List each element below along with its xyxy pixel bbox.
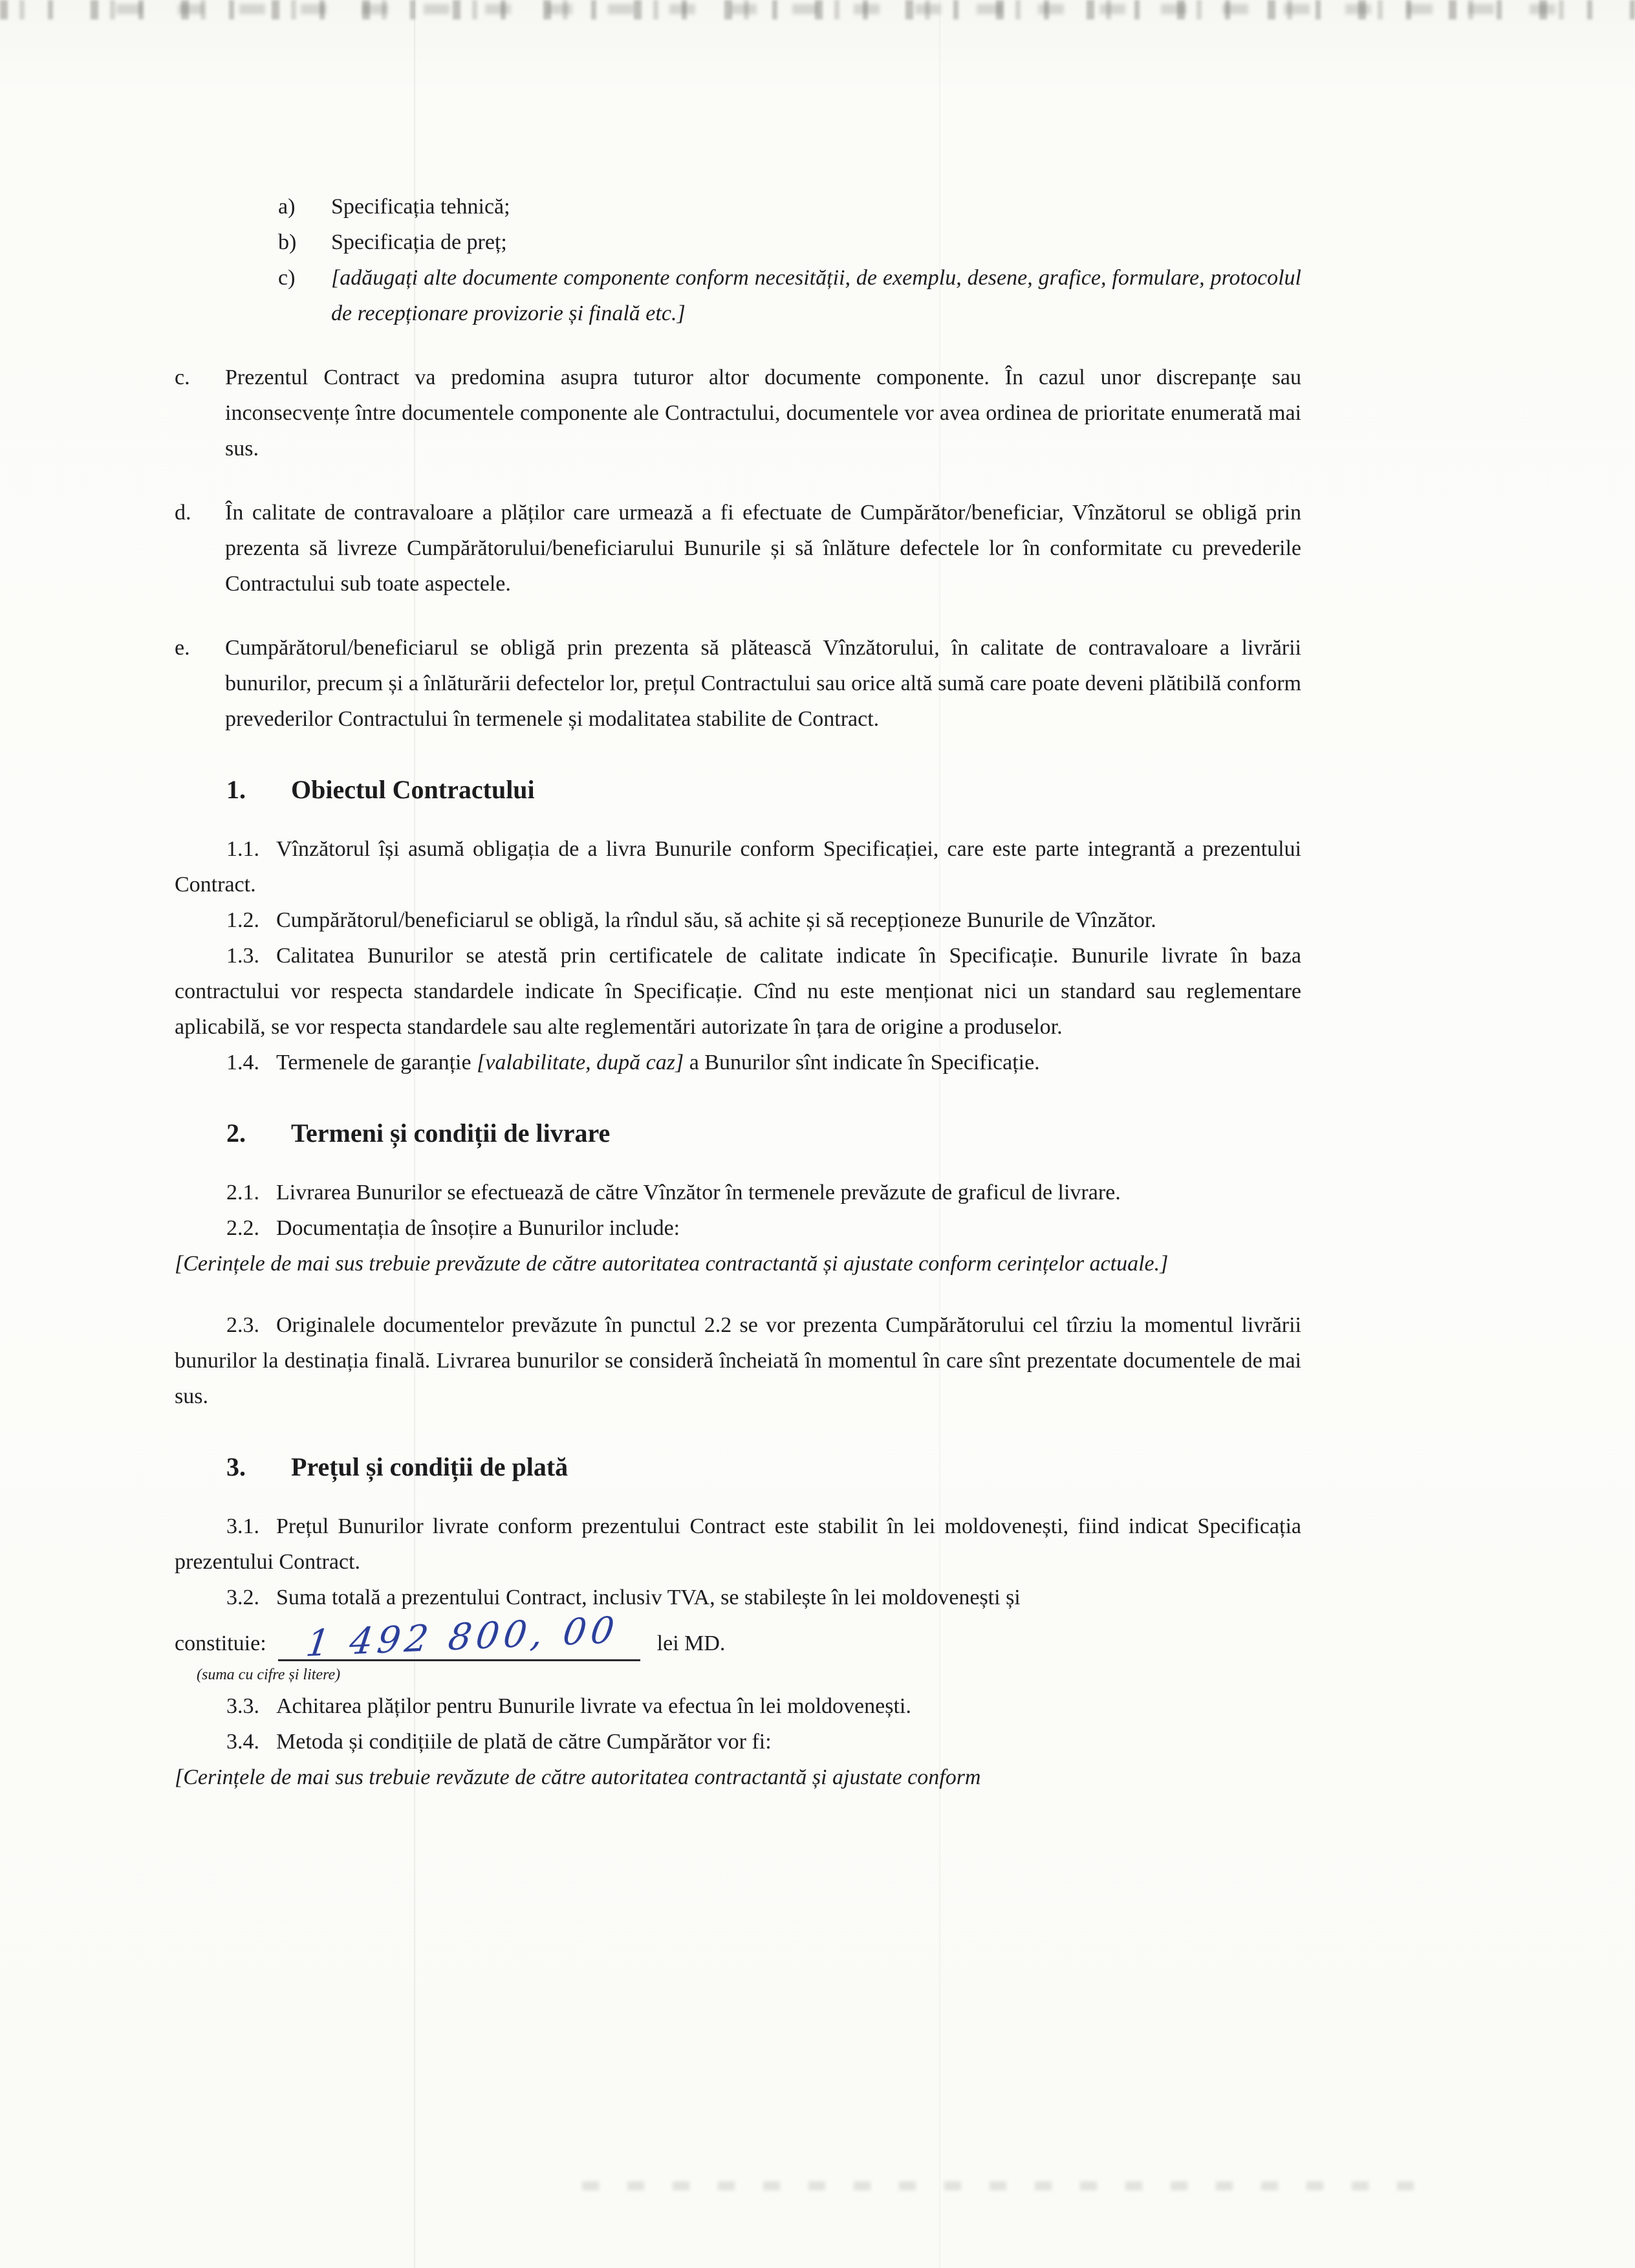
paragraph-c (175, 360, 1301, 466)
paragraph-number: 1.1. (226, 837, 259, 861)
paragraph-number: 1.2. (226, 908, 259, 932)
paragraph-text: Livrarea Bunurilor se efectuează de către Vînzător în termenele prevăzute de graficul de livrare. (276, 1181, 1121, 1205)
amount-blank-line (278, 1609, 640, 1666)
paragraph-text: Vînzătorul își asumă obligația de a livra Bunurile conform Specificației, care este parte integrantă a prezentului Contract. (175, 837, 1301, 897)
paragraph-number: 1.3. (226, 944, 259, 968)
amount-currency-suffix: lei MD. (656, 1631, 726, 1655)
paragraph-text: a Bunurilor sînt indicate în Specificație. (684, 1051, 1040, 1074)
paragraph-text: Calitatea Bunurilor se atestă prin certificatele de calitate indicate în Specificație. Bunurile livrate în baza contractului vor respecta standardele indicate în Specificație. Cînd nu este menționat nici un standard sau reglementare aplicabilă, se vor respecta standardele sau alte reglementări autorizate în țara de origine a produselor. (175, 944, 1301, 1039)
bracket-placeholder: [valabilitate, după caz] (477, 1051, 684, 1074)
paragraph-text: Cumpărătorul/beneficiarul se obligă, la rîndul său, să achite și să recepționeze Bunurile de Vînzător. (276, 908, 1156, 932)
paragraph-e (175, 630, 1301, 737)
paragraph-3-2 (175, 1580, 1301, 1615)
list-item-marker: b) (278, 230, 297, 254)
list-item (278, 260, 1301, 331)
paragraph-1-4 (175, 1045, 1301, 1080)
list-item-marker: a) (278, 195, 296, 219)
paragraph-3-4 (175, 1724, 1301, 1760)
editorial-note-trailing: [Cerințele de mai sus trebuie revăzute de către autoritatea contractantă și ajustate conform (175, 1765, 981, 1789)
paragraph-number: 3.4. (226, 1730, 259, 1754)
section-number: 1. (226, 775, 246, 804)
paragraph-1-3 (175, 938, 1301, 1045)
paragraph-1-2 (175, 902, 1301, 938)
amount-label: constituie: (175, 1631, 266, 1655)
paragraph-text: Achitarea plăților pentru Bunurile livrate va efectua în lei moldovenești. (276, 1694, 911, 1718)
amount-caption: (suma cu cifre și litere) (197, 1666, 341, 1683)
section-number: 3. (226, 1452, 246, 1481)
section-title: Termeni și condiții de livrare (291, 1118, 611, 1148)
scanner-noise-bottom (582, 2181, 1441, 2190)
paragraph-marker: e. (175, 636, 190, 660)
paragraph-number: 2.3. (226, 1313, 259, 1337)
paragraph-text: Suma totală a prezentului Contract, inclusiv TVA, se stabilește în lei moldovenești și (276, 1586, 1021, 1609)
paragraph-number: 2.2. (226, 1216, 259, 1240)
section-1-heading (226, 774, 1301, 805)
paragraph-text: În calitate de contravaloare a plăților care urmează a fi efectuate de Cumpărător/beneficiar, Vînzătorul se obligă prin prezenta să livreze Cumpărătorului/beneficiarului Bunurile și să înlăture defectele lor în conformitate cu prevederile Contractului sub toate aspectele. (225, 501, 1301, 596)
paragraph-marker: c. (175, 365, 190, 389)
paragraph-3-3 (175, 1688, 1301, 1724)
list-item (278, 189, 1301, 224)
paragraph-d (175, 495, 1301, 602)
paragraph-text: Cumpărătorul/beneficiarul se obligă prin prezenta să plătească Vînzătorului, în calitate de contravaloare a livrării bunurilor, precum și a înlăturării defectelor lor, prețul Contractului sau orice altă sumă care poate deveni plătibilă conform prevederilor Contractului în termenele și modalitatea stabilite de Contract. (225, 636, 1301, 731)
list-item-text: Specificația de preț; (331, 230, 507, 254)
handwritten-amount: 1 492 800, 00 (303, 1609, 622, 1666)
paragraph-number: 3.2. (226, 1586, 259, 1609)
editorial-note: [Cerințele de mai sus trebuie prevăzute de către autoritatea contractantă și ajustate conform cerințelor actuale.] (175, 1252, 1169, 1276)
paragraph-text: Termenele de garanție (276, 1051, 477, 1074)
list-item-text: Specificația tehnică; (331, 195, 510, 219)
document-content (175, 189, 1301, 1795)
paragraph-number: 2.1. (226, 1181, 259, 1205)
paragraph-2-1 (175, 1175, 1301, 1210)
paragraph-text: Documentația de însoțire a Bunurilor include: (276, 1216, 680, 1240)
component-documents-list (278, 189, 1301, 331)
list-item-marker: c) (278, 266, 296, 290)
paragraph-number: 3.3. (226, 1694, 259, 1718)
paragraph-text: Prezentul Contract va predomina asupra tuturor altor documente componente. În cazul unor discrepanțe sau inconsecvențe între documentele componente ale Contractului, documentele vor avea ordinea de prioritate enumerată mai sus. (225, 365, 1301, 461)
paragraph-2-3 (175, 1307, 1301, 1414)
section-3-heading (226, 1452, 1301, 1483)
paragraph-marker: d. (175, 501, 191, 525)
list-item (278, 224, 1301, 260)
section-title: Prețul și condiții de plată (291, 1452, 568, 1481)
paragraph-text: Prețul Bunurilor livrate conform prezentului Contract este stabilit în lei moldovenești, fiind indicat Specificația prezentului Contract. (175, 1514, 1301, 1574)
paragraph-1-1 (175, 831, 1301, 902)
paragraph-text: Originalele documentelor prevăzute în punctul 2.2 se vor prezenta Cumpărătorului cel tîrziu la momentul livrării bunurilor la destinația finală. Livrarea bunurilor se consideră încheiată în momentul în care sînt prezentate documentele de mai sus. (175, 1313, 1301, 1408)
paragraph-number: 3.1. (226, 1514, 259, 1538)
section-number: 2. (226, 1118, 246, 1148)
section-2-heading (226, 1118, 1301, 1149)
spacer (175, 1281, 1301, 1307)
paragraph-number: 1.4. (226, 1051, 259, 1074)
paragraph-text: Metoda și condițiile de plată de către Cumpărător vor fi: (276, 1730, 772, 1754)
paragraph-3-1 (175, 1509, 1301, 1580)
list-item-text-placeholder: [adăugați alte documente componente conform necesității, de exemplu, desene, grafice, formulare, protocolul de recepționare provizorie și finală etc.] (331, 266, 1301, 325)
section-title: Obiectul Contractului (291, 775, 535, 804)
paragraph-2-2 (175, 1210, 1301, 1246)
scanner-noise-top-secondary (116, 4, 1557, 14)
contract-amount-row (175, 1609, 1301, 1666)
